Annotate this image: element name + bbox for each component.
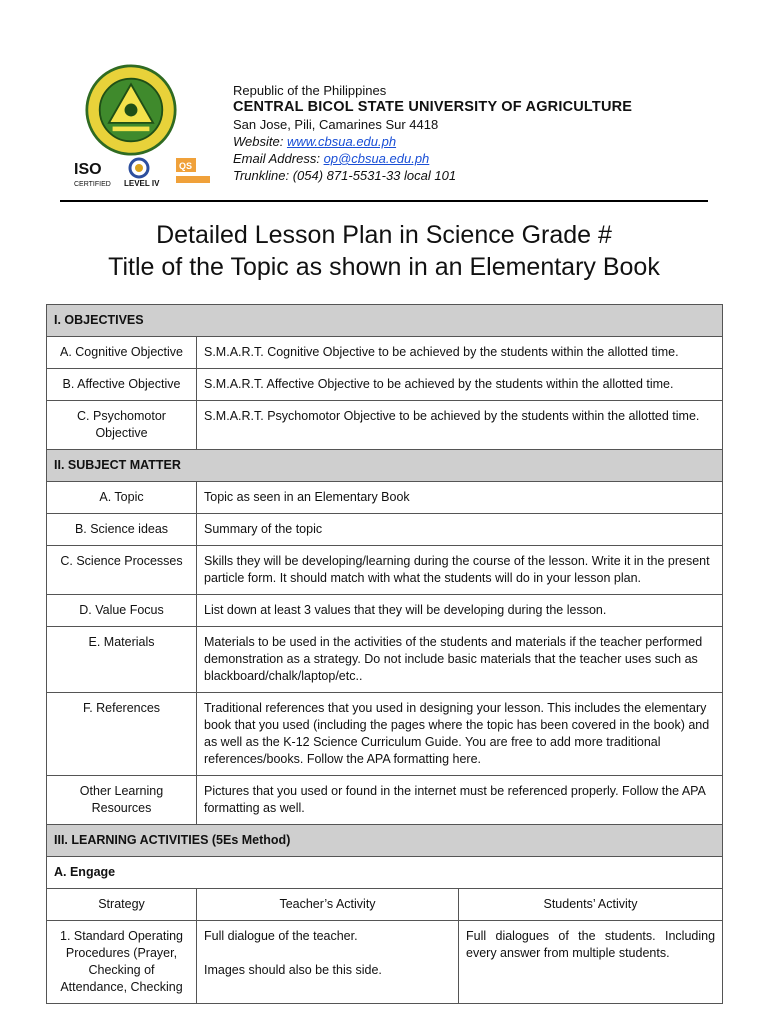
level-badge-text: LEVEL IV xyxy=(124,179,160,188)
table-row xyxy=(47,514,723,546)
row-text: Traditional references that you used in designing your lesson. This includes the elementary book that you used (including the pages where the topic has been covered in the book) and as well as the K-12 Science Curriculum Guide. You are free to add more traditional references/books. Follow the APA formatting here. xyxy=(197,693,723,776)
column-header-teacher: Teacher’s Activity xyxy=(197,889,459,921)
section-row xyxy=(47,450,723,482)
trunkline-line: Trunkline: (054) 871-5531-33 local 101 xyxy=(233,168,457,183)
table-row xyxy=(47,776,723,825)
republic-line: Republic of the Philippines xyxy=(233,83,387,98)
table-row xyxy=(47,595,723,627)
row-label: B. Affective Objective xyxy=(47,369,197,401)
letterhead xyxy=(60,62,710,200)
table-row xyxy=(47,627,723,693)
row-text: Pictures that you used or found in the internet must be referenced properly. Follow the APA formatting as well. xyxy=(197,776,723,825)
address-line: San Jose, Pili, Camarines Sur 4418 xyxy=(233,117,439,132)
lesson-plan-table xyxy=(46,304,723,1004)
document-title xyxy=(0,219,768,283)
university-info xyxy=(233,82,632,184)
section-row xyxy=(47,305,723,337)
table-row xyxy=(47,857,723,889)
row-label: B. Science ideas xyxy=(47,514,197,546)
website-label: Website: xyxy=(233,134,287,149)
engage-heading: A. Engage xyxy=(47,857,723,889)
email-line xyxy=(233,150,632,167)
teacher-line-1: Full dialogue of the teacher. xyxy=(204,929,358,943)
row-text: Materials to be used in the activities of the students and materials if the teacher performed demonstration as a strategy. Do not include basic materials that the teacher uses such as blackboard/chalk/laptop/etc.. xyxy=(197,627,723,693)
row-label: Other Learning Resources xyxy=(47,776,197,825)
students-activity-cell: Full dialogues of the students. Including every answer from multiple students. xyxy=(459,921,723,1004)
row-label: C. Psychomotor Objective xyxy=(47,401,197,450)
section-row xyxy=(47,825,723,857)
objectives-heading: I. OBJECTIVES xyxy=(47,305,723,337)
table-row xyxy=(47,693,723,776)
university-name: CENTRAL BICOL STATE UNIVERSITY OF AGRICULTURE xyxy=(233,99,633,115)
iso-badge-sub: CERTIFIED xyxy=(74,181,111,188)
table-row xyxy=(47,482,723,514)
row-label: A. Cognitive Objective xyxy=(47,337,197,369)
table-row xyxy=(47,546,723,595)
email-link[interactable]: op@cbsua.edu.ph xyxy=(323,151,430,166)
strategy-cell: 1. Standard Operating Procedures (Prayer, Checking of Attendance, Checking xyxy=(47,921,197,1004)
row-label: A. Topic xyxy=(47,482,197,514)
website-line xyxy=(233,133,632,150)
column-header-students: Students’ Activity xyxy=(459,889,723,921)
website-link[interactable]: www.cbsua.edu.ph xyxy=(286,134,397,149)
row-text: Skills they will be developing/learning during the course of the lesson. Write it in the present particle form. It should match with what the students will do in your lesson plan. xyxy=(197,546,723,595)
table-row xyxy=(47,921,723,1004)
table-row xyxy=(47,369,723,401)
accreditation-badges xyxy=(72,156,212,192)
row-text: List down at least 3 values that they will be developing during the lesson. xyxy=(197,595,723,627)
row-label: E. Materials xyxy=(47,627,197,693)
row-text: Topic as seen in an Elementary Book xyxy=(197,482,723,514)
learning-activities-heading: III. LEARNING ACTIVITIES (5Es Method) xyxy=(47,825,723,857)
header-divider xyxy=(60,200,708,202)
row-text: S.M.A.R.T. Psychomotor Objective to be achieved by the students within the allotted time. xyxy=(197,401,723,450)
row-label: C. Science Processes xyxy=(47,546,197,595)
email-label: Email Address: xyxy=(233,151,324,166)
qs-badge-text: QS xyxy=(179,161,193,171)
column-header-strategy: Strategy xyxy=(47,889,197,921)
row-text: S.M.A.R.T. Affective Objective to be achieved by the students within the allotted time. xyxy=(197,369,723,401)
title-line-2: Title of the Topic as shown in an Elementary Book xyxy=(108,253,660,281)
row-text: Summary of the topic xyxy=(197,514,723,546)
university-seal-icon xyxy=(85,64,177,156)
teacher-activity-cell xyxy=(197,921,459,1004)
table-row xyxy=(47,337,723,369)
column-header-row xyxy=(47,889,723,921)
teacher-line-2: Images should also be this side. xyxy=(204,963,382,977)
iso-badge-text: ISO xyxy=(74,161,102,178)
title-line-1: Detailed Lesson Plan in Science Grade # xyxy=(156,221,612,249)
row-text: S.M.A.R.T. Cognitive Objective to be achieved by the students within the allotted time. xyxy=(197,337,723,369)
table-row xyxy=(47,401,723,450)
subject-matter-heading: II. SUBJECT MATTER xyxy=(47,450,723,482)
row-label: F. References xyxy=(47,693,197,776)
row-label: D. Value Focus xyxy=(47,595,197,627)
